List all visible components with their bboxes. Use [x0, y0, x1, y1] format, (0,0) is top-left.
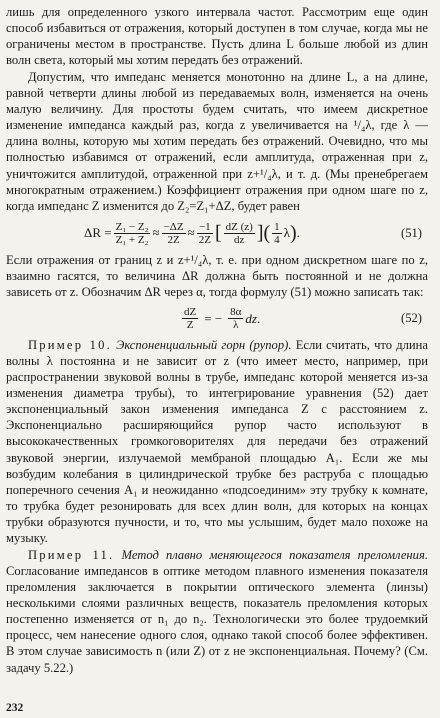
- example-11-heading: Пример 11.: [28, 547, 115, 562]
- eq51-fraction-1: [114, 221, 151, 246]
- equation-52: $\frac{dZ}{Z}$ = − $\frac{8\alpha}{\lambda}$ dz . (52): [184, 306, 422, 331]
- eq51-f4-numerator: dZ (z): [225, 220, 253, 233]
- eq51-fraction-2: [162, 221, 186, 246]
- eq51-f2-numerator: −ΔZ: [163, 220, 184, 233]
- paragraph-example-10: [6, 337, 428, 547]
- eq51-fraction-3: [197, 221, 213, 246]
- eq52-lhs-denominator: Z: [186, 319, 194, 331]
- eq52-rhs-numerator: 8α: [230, 306, 242, 318]
- eq52-rhs-fraction: [228, 306, 243, 331]
- eq51-f2-denominator: 2Z: [167, 233, 180, 246]
- eq51-f5-numerator: 1: [274, 220, 280, 233]
- eq51-f5-denominator: 4: [274, 233, 280, 246]
- eq51-f3-numerator: −1: [198, 220, 211, 233]
- eq51-fraction-4: [224, 221, 255, 246]
- paragraph-impedance: Допустим, что импеданс меняется монотонно на длине L, а на длине, равной четверти длины любой из передаваемых волн, изменяется на очень малую величину. Для простоты будем считать, что имеем дискретное изменение импеданса каждый раз, когда z увеличивается на ¹/₄λ, где λ — длина волны, которую мы хотим передать без отражений. Очевидно, что мы полностью избавимся от отражений, если амплитуда, отраженная при z, уничтожится амплитудой, отраженной при z+¹/₄λ, и т. д. (Мы пренебрегаем многократным отражением.) Коэффициент отражения при одном шаге по z, когда импеданс Z изменится до Z₂=Z₁+ΔZ, будет равен: [6, 69, 428, 213]
- example-11-body: Согласование импедансов в оптике методом плавного изменения показателя преломления заключается в покрытии оптического элемента (линзы) несколькими слоями различных веществ, показатель преломления которых постепенно изменяется от n₁ до n₂. Технологически это более трудоемкий процесс, чем нанесение одного слоя, однако такой способ более эффективен. В этом случае зависимость n (или Z) от z не экспоненциальная. Почему? (См. задачу 5.22.): [6, 563, 428, 675]
- example-11-title: Метод плавно меняющегося показателя преломления.: [121, 547, 428, 562]
- eq51-f4-denominator: dz: [234, 233, 245, 246]
- eq51-f1-numerator: Z₁ − Z₂: [115, 220, 149, 233]
- page-number: 232: [6, 702, 24, 714]
- eq51-f1-denominator: Z₁ + Z₂: [115, 233, 149, 246]
- paragraph-intro: лишь для определенного узкого интервала частот. Рассмотрим еще один способ избавиться от отражения, который доступен в том случае, когда мы не ограничены местом в пространстве. Пусть длина L больше любой из длин волн света, который мы хотим передать без отражений.: [6, 5, 428, 68]
- eq51-number: (51): [401, 225, 422, 240]
- example-10-title: Экспоненциальный горн (рупор).: [116, 337, 292, 352]
- eq51-fraction-5: [272, 221, 282, 246]
- example-10-heading: Пример 10.: [28, 337, 112, 352]
- eq52-rhs-denominator: λ: [233, 319, 239, 331]
- eq52-lhs-fraction: [182, 306, 198, 331]
- eq52-number: (52): [401, 311, 422, 325]
- eq51-lhs: ΔR =: [84, 225, 112, 241]
- eq51-f3-denominator: 2Z: [198, 233, 211, 246]
- paragraph-example-11: [6, 547, 428, 676]
- paragraph-reflections: Если отражения от границ z и z+¹/₄λ, т. е. при одном дискретном шаге по z, взаимно гасятся, то величина ΔR должна быть постоянной и не должна зависеть от z. Обозначим ΔR через α, тогда формулу (51) можно записать так:: [6, 253, 428, 300]
- example-10-body: Если считать, что длина волны λ постоянна и не зависит от z (что имеет место, например, при распространении звуковой волны в трубе, импеданс которой меняется из-за изменения диаметра трубы), то интегрирование уравнения (52) дает экспоненциальный закон изменения импеданса Z с расстоянием z. Экспоненциально расширяющийся рупор часто используют в высококачественных громкоговорителях для передачи без отражений звуковой энергии, излучаемой мембраной площадью A₁. Если же мы возбудим колебания в цилиндрической трубке без раструба с площадью поперечного сечения A₁ и неожиданно «подсоединим» эту трубку к комнате, то трубка будет резонировать для всех длин волн, для которых на концах трубки образуются пучности, и то, что мы услышим, будет мало похоже на музыку.: [6, 337, 428, 546]
- equation-51: ΔR = $\frac{\text{Z₁ − Z₂}}{\text{Z₁ + Z₂}}$ ≈ $\frac{-\Delta Z}{2Z}$ ≈ $\frac{-1}{2Z}$ [ $\frac{dZ (z)}{dz}$ ] ( $\frac{1}{4}$ λ ) . (51): [84, 220, 422, 246]
- eq52-lhs-numerator: dZ: [184, 306, 197, 318]
